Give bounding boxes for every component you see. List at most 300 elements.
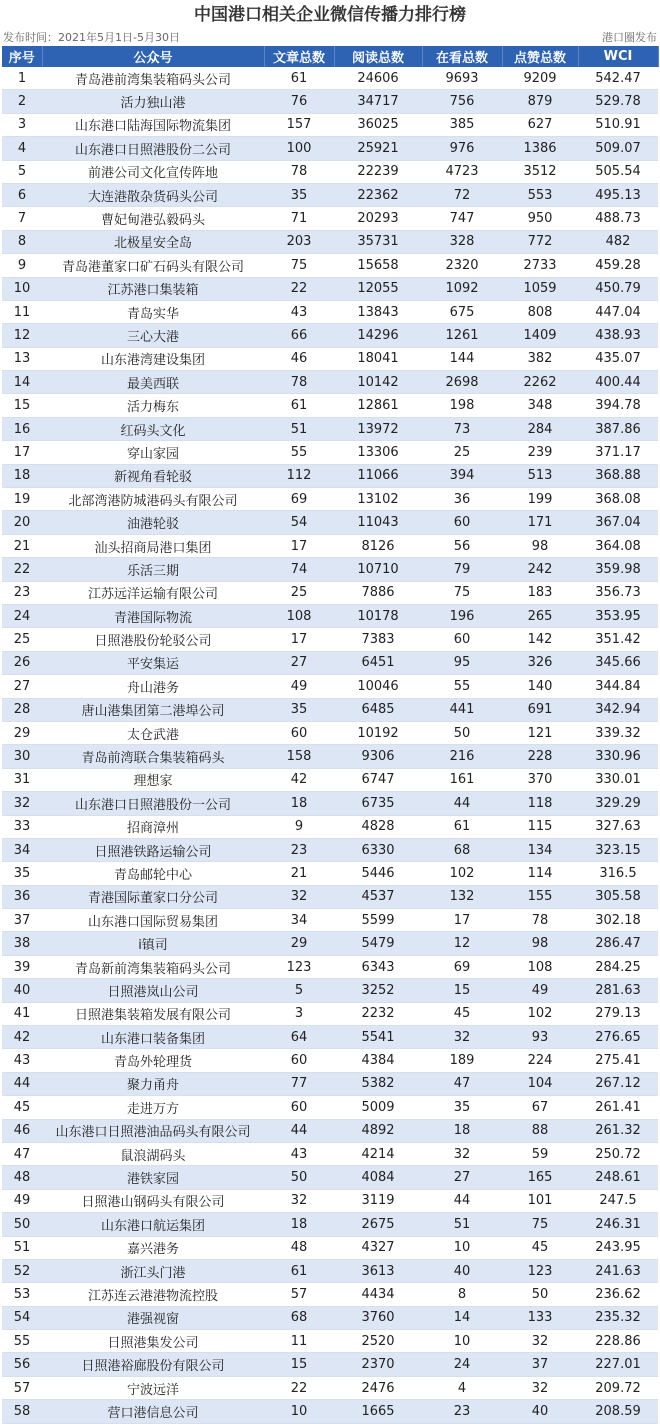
cell-account: 油港轮驳 xyxy=(42,511,264,534)
cell-account: 日照港铁路运输公司 xyxy=(42,838,264,861)
cell-articles: 57 xyxy=(264,1283,334,1306)
cell-watching: 45 xyxy=(422,1002,502,1025)
cell-articles: 112 xyxy=(264,464,334,487)
table-row xyxy=(2,1142,658,1165)
cell-rank: 4 xyxy=(2,137,42,160)
cell-wci: 339.32 xyxy=(578,721,658,744)
cell-account: 理想家 xyxy=(42,768,264,791)
cell-articles: 71 xyxy=(264,207,334,230)
cell-watching: 216 xyxy=(422,745,502,768)
cell-rank: 47 xyxy=(2,1142,42,1165)
cell-wci: 459.28 xyxy=(578,254,658,277)
cell-wci: 438.93 xyxy=(578,324,658,347)
table-row xyxy=(2,417,658,440)
cell-articles: 46 xyxy=(264,347,334,370)
cell-articles: 68 xyxy=(264,1306,334,1329)
cell-account: 营口港信息公司 xyxy=(42,1400,264,1423)
cell-account: 汕头招商局港口集团 xyxy=(42,534,264,557)
cell-likes: 228 xyxy=(502,745,578,768)
cell-articles: 64 xyxy=(264,1026,334,1049)
table-row xyxy=(2,932,658,955)
cell-rank: 42 xyxy=(2,1026,42,1049)
cell-likes: 183 xyxy=(502,581,578,604)
cell-likes: 808 xyxy=(502,300,578,323)
cell-wci: 447.04 xyxy=(578,300,658,323)
cell-reads: 5446 xyxy=(334,862,422,885)
cell-account: 穿山家园 xyxy=(42,441,264,464)
table-row xyxy=(2,1306,658,1329)
table-row xyxy=(2,90,658,113)
cell-wci: 488.73 xyxy=(578,207,658,230)
cell-watching: 36 xyxy=(422,488,502,511)
cell-articles: 157 xyxy=(264,113,334,136)
cell-likes: 59 xyxy=(502,1142,578,1165)
cell-rank: 32 xyxy=(2,792,42,815)
cell-reads: 10046 xyxy=(334,675,422,698)
cell-wci: 329.29 xyxy=(578,792,658,815)
table-row xyxy=(2,300,658,323)
cell-reads: 11066 xyxy=(334,464,422,487)
cell-wci: 236.62 xyxy=(578,1283,658,1306)
cell-wci: 367.04 xyxy=(578,511,658,534)
table-row xyxy=(2,254,658,277)
cell-watching: 1092 xyxy=(422,277,502,300)
cell-account: 青港国际董家口分公司 xyxy=(42,885,264,908)
cell-articles: 25 xyxy=(264,581,334,604)
table-row xyxy=(2,207,658,230)
cell-rank: 28 xyxy=(2,698,42,721)
cell-rank: 19 xyxy=(2,488,42,511)
cell-wci: 241.63 xyxy=(578,1259,658,1282)
cell-wci: 209.72 xyxy=(578,1376,658,1399)
cell-likes: 37 xyxy=(502,1353,578,1376)
cell-articles: 9 xyxy=(264,815,334,838)
cell-articles: 21 xyxy=(264,862,334,885)
cell-likes: 40 xyxy=(502,1400,578,1423)
cell-likes: 772 xyxy=(502,230,578,253)
cell-watching: 44 xyxy=(422,792,502,815)
cell-articles: 203 xyxy=(264,230,334,253)
cell-watching: 14 xyxy=(422,1306,502,1329)
cell-articles: 35 xyxy=(264,698,334,721)
cell-account: 新视角看轮驳 xyxy=(42,464,264,487)
cell-articles: 61 xyxy=(264,67,334,90)
cell-reads: 20293 xyxy=(334,207,422,230)
cell-watching: 73 xyxy=(422,417,502,440)
cell-watching: 8 xyxy=(422,1283,502,1306)
cell-wci: 435.07 xyxy=(578,347,658,370)
cell-account: 江苏港口集装箱 xyxy=(42,277,264,300)
table-row xyxy=(2,862,658,885)
cell-reads: 12055 xyxy=(334,277,422,300)
cell-articles: 61 xyxy=(264,1259,334,1282)
cell-reads: 11043 xyxy=(334,511,422,534)
table-row xyxy=(2,464,658,487)
cell-account: 乐活三期 xyxy=(42,558,264,581)
cell-reads: 4084 xyxy=(334,1166,422,1189)
table-row xyxy=(2,137,658,160)
table-row xyxy=(2,183,658,206)
cell-likes: 284 xyxy=(502,417,578,440)
cell-account: 日照港集发公司 xyxy=(42,1330,264,1353)
table-row xyxy=(2,1002,658,1025)
cell-watching: 12 xyxy=(422,932,502,955)
cell-likes: 114 xyxy=(502,862,578,885)
cell-rank: 23 xyxy=(2,581,42,604)
cell-watching: 60 xyxy=(422,511,502,534)
table-row xyxy=(2,1213,658,1236)
cell-likes: 627 xyxy=(502,113,578,136)
cell-likes: 102 xyxy=(502,1002,578,1025)
cell-watching: 17 xyxy=(422,909,502,932)
cell-rank: 12 xyxy=(2,324,42,347)
cell-articles: 48 xyxy=(264,1236,334,1259)
cell-wci: 279.13 xyxy=(578,1002,658,1025)
cell-wci: 505.54 xyxy=(578,160,658,183)
table-row xyxy=(2,979,658,1002)
cell-watching: 2698 xyxy=(422,371,502,394)
cell-account: 三心大港 xyxy=(42,324,264,347)
cell-account: 山东港口国际贸易集团 xyxy=(42,909,264,932)
cell-wci: 364.08 xyxy=(578,534,658,557)
cell-wci: 247.5 xyxy=(578,1189,658,1212)
cell-watching: 47 xyxy=(422,1072,502,1095)
cell-account: 日照港山钢码头有限公司 xyxy=(42,1189,264,1212)
cell-wci: 235.32 xyxy=(578,1306,658,1329)
cell-articles: 77 xyxy=(264,1072,334,1095)
publisher: 港口圈发布 xyxy=(602,31,657,44)
cell-reads: 4214 xyxy=(334,1142,422,1165)
cell-likes: 93 xyxy=(502,1026,578,1049)
cell-wci: 510.91 xyxy=(578,113,658,136)
cell-reads: 10710 xyxy=(334,558,422,581)
cell-wci: 344.84 xyxy=(578,675,658,698)
cell-rank: 35 xyxy=(2,862,42,885)
cell-reads: 4384 xyxy=(334,1049,422,1072)
cell-watching: 756 xyxy=(422,90,502,113)
cell-reads: 3119 xyxy=(334,1189,422,1212)
table-row xyxy=(2,651,658,674)
cell-rank: 48 xyxy=(2,1166,42,1189)
cell-articles: 75 xyxy=(264,254,334,277)
cell-wci: 371.17 xyxy=(578,441,658,464)
cell-likes: 101 xyxy=(502,1189,578,1212)
cell-articles: 66 xyxy=(264,324,334,347)
cell-watching: 675 xyxy=(422,300,502,323)
cell-account: 日照港裕廊股份有限公司 xyxy=(42,1353,264,1376)
cell-rank: 27 xyxy=(2,675,42,698)
cell-reads: 6343 xyxy=(334,955,422,978)
cell-watching: 18 xyxy=(422,1119,502,1142)
cell-rank: 40 xyxy=(2,979,42,1002)
cell-watching: 55 xyxy=(422,675,502,698)
cell-wci: 359.98 xyxy=(578,558,658,581)
header-reads: 阅读总数 xyxy=(334,46,422,67)
header-account: 公众号 xyxy=(42,46,264,67)
cell-articles: 3 xyxy=(264,1002,334,1025)
cell-account: 浙江头门港 xyxy=(42,1259,264,1282)
cell-reads: 22239 xyxy=(334,160,422,183)
cell-watching: 385 xyxy=(422,113,502,136)
cell-watching: 4 xyxy=(422,1376,502,1399)
cell-account: 曹妃甸港弘毅码头 xyxy=(42,207,264,230)
cell-rank: 6 xyxy=(2,183,42,206)
cell-likes: 553 xyxy=(502,183,578,206)
cell-rank: 56 xyxy=(2,1353,42,1376)
cell-watching: 95 xyxy=(422,651,502,674)
cell-likes: 155 xyxy=(502,885,578,908)
cell-account: 唐山港集团第二港埠公司 xyxy=(42,698,264,721)
cell-rank: 52 xyxy=(2,1259,42,1282)
table-row xyxy=(2,838,658,861)
cell-rank: 53 xyxy=(2,1283,42,1306)
table-row xyxy=(2,558,658,581)
table-row xyxy=(2,1330,658,1353)
cell-reads: 6451 xyxy=(334,651,422,674)
cell-account: 港铁家园 xyxy=(42,1166,264,1189)
cell-articles: 22 xyxy=(264,1376,334,1399)
cell-wci: 316.5 xyxy=(578,862,658,885)
cell-likes: 9209 xyxy=(502,67,578,90)
cell-account: 红码头文化 xyxy=(42,417,264,440)
cell-reads: 9306 xyxy=(334,745,422,768)
cell-wci: 246.31 xyxy=(578,1213,658,1236)
cell-rank: 1 xyxy=(2,67,42,90)
cell-reads: 3760 xyxy=(334,1306,422,1329)
cell-rank: 11 xyxy=(2,300,42,323)
table-row xyxy=(2,885,658,908)
cell-likes: 165 xyxy=(502,1166,578,1189)
table-row xyxy=(2,1259,658,1282)
cell-reads: 4537 xyxy=(334,885,422,908)
cell-rank: 17 xyxy=(2,441,42,464)
cell-articles: 76 xyxy=(264,90,334,113)
cell-articles: 100 xyxy=(264,137,334,160)
cell-articles: 74 xyxy=(264,558,334,581)
cell-wci: 353.95 xyxy=(578,604,658,627)
cell-account: 江苏远洋运输有限公司 xyxy=(42,581,264,604)
cell-account: 山东港口装备集团 xyxy=(42,1026,264,1049)
cell-account: 山东港口航运集团 xyxy=(42,1213,264,1236)
cell-reads: 6485 xyxy=(334,698,422,721)
table-row xyxy=(2,604,658,627)
cell-reads: 34717 xyxy=(334,90,422,113)
cell-account: 青岛实华 xyxy=(42,300,264,323)
cell-watching: 25 xyxy=(422,441,502,464)
cell-wci: 302.18 xyxy=(578,909,658,932)
cell-reads: 2232 xyxy=(334,1002,422,1025)
table-row xyxy=(2,1096,658,1119)
cell-rank: 26 xyxy=(2,651,42,674)
cell-rank: 24 xyxy=(2,604,42,627)
cell-watching: 747 xyxy=(422,207,502,230)
cell-wci: 276.65 xyxy=(578,1026,658,1049)
cell-reads: 22362 xyxy=(334,183,422,206)
table-row xyxy=(2,1400,658,1423)
cell-reads: 10142 xyxy=(334,371,422,394)
cell-reads: 12861 xyxy=(334,394,422,417)
cell-likes: 75 xyxy=(502,1213,578,1236)
cell-likes: 98 xyxy=(502,932,578,955)
cell-account: 山东港口日照港股份一公司 xyxy=(42,792,264,815)
cell-rank: 37 xyxy=(2,909,42,932)
cell-rank: 50 xyxy=(2,1213,42,1236)
cell-reads: 3252 xyxy=(334,979,422,1002)
cell-reads: 2476 xyxy=(334,1376,422,1399)
cell-account: 平安集运 xyxy=(42,651,264,674)
cell-articles: 55 xyxy=(264,441,334,464)
cell-articles: 69 xyxy=(264,488,334,511)
cell-watching: 69 xyxy=(422,955,502,978)
table-row xyxy=(2,488,658,511)
cell-reads: 7383 xyxy=(334,628,422,651)
cell-reads: 5541 xyxy=(334,1026,422,1049)
cell-wci: 267.12 xyxy=(578,1072,658,1095)
cell-account: 活力梅东 xyxy=(42,394,264,417)
cell-articles: 158 xyxy=(264,745,334,768)
cell-account: 青岛港董家口矿石码头有限公司 xyxy=(42,254,264,277)
cell-rank: 15 xyxy=(2,394,42,417)
cell-likes: 88 xyxy=(502,1119,578,1142)
cell-likes: 104 xyxy=(502,1072,578,1095)
cell-account: 青岛邮轮中心 xyxy=(42,862,264,885)
cell-wci: 281.63 xyxy=(578,979,658,1002)
cell-rank: 22 xyxy=(2,558,42,581)
cell-account: 青港国际物流 xyxy=(42,604,264,627)
cell-watching: 60 xyxy=(422,628,502,651)
cell-wci: 248.61 xyxy=(578,1166,658,1189)
cell-likes: 3512 xyxy=(502,160,578,183)
cell-articles: 51 xyxy=(264,417,334,440)
cell-articles: 78 xyxy=(264,160,334,183)
cell-likes: 242 xyxy=(502,558,578,581)
cell-likes: 879 xyxy=(502,90,578,113)
cell-watching: 10 xyxy=(422,1330,502,1353)
table-row xyxy=(2,394,658,417)
cell-watching: 32 xyxy=(422,1026,502,1049)
cell-account: i镇司 xyxy=(42,932,264,955)
cell-watching: 32 xyxy=(422,1142,502,1165)
table-row xyxy=(2,745,658,768)
cell-articles: 22 xyxy=(264,277,334,300)
table-row xyxy=(2,113,658,136)
cell-account: 活力独山港 xyxy=(42,90,264,113)
cell-reads: 13843 xyxy=(334,300,422,323)
cell-rank: 8 xyxy=(2,230,42,253)
cell-account: 舟山港务 xyxy=(42,675,264,698)
cell-wci: 529.78 xyxy=(578,90,658,113)
cell-rank: 54 xyxy=(2,1306,42,1329)
cell-likes: 123 xyxy=(502,1259,578,1282)
cell-rank: 31 xyxy=(2,768,42,791)
table-row xyxy=(2,955,658,978)
cell-reads: 5599 xyxy=(334,909,422,932)
cell-likes: 49 xyxy=(502,979,578,1002)
cell-reads: 36025 xyxy=(334,113,422,136)
cell-wci: 286.47 xyxy=(578,932,658,955)
table-row xyxy=(2,768,658,791)
cell-wci: 208.59 xyxy=(578,1400,658,1423)
cell-articles: 18 xyxy=(264,1213,334,1236)
cell-articles: 10 xyxy=(264,1400,334,1423)
cell-rank: 18 xyxy=(2,464,42,487)
table-row xyxy=(2,441,658,464)
cell-articles: 54 xyxy=(264,511,334,534)
cell-likes: 171 xyxy=(502,511,578,534)
cell-account: 山东港口日照港股份二公司 xyxy=(42,137,264,160)
cell-rank: 29 xyxy=(2,721,42,744)
cell-reads: 2370 xyxy=(334,1353,422,1376)
cell-likes: 691 xyxy=(502,698,578,721)
cell-wci: 342.94 xyxy=(578,698,658,721)
table-row xyxy=(2,1049,658,1072)
cell-account: 日照港集装箱发展有限公司 xyxy=(42,1002,264,1025)
cell-account: 北极星安全岛 xyxy=(42,230,264,253)
table-row xyxy=(2,1376,658,1399)
cell-wci: 327.63 xyxy=(578,815,658,838)
cell-watching: 2320 xyxy=(422,254,502,277)
cell-articles: 60 xyxy=(264,1049,334,1072)
cell-articles: 61 xyxy=(264,394,334,417)
cell-reads: 6330 xyxy=(334,838,422,861)
cell-wci: 387.86 xyxy=(578,417,658,440)
table-row xyxy=(2,324,658,347)
table-row xyxy=(2,1353,658,1376)
cell-likes: 78 xyxy=(502,909,578,932)
cell-account: 港强视窗 xyxy=(42,1306,264,1329)
cell-articles: 43 xyxy=(264,1142,334,1165)
cell-wci: 275.41 xyxy=(578,1049,658,1072)
cell-rank: 57 xyxy=(2,1376,42,1399)
cell-rank: 43 xyxy=(2,1049,42,1072)
cell-likes: 142 xyxy=(502,628,578,651)
cell-watching: 198 xyxy=(422,394,502,417)
cell-account: 最美西联 xyxy=(42,371,264,394)
cell-account: 青岛外轮理货 xyxy=(42,1049,264,1072)
cell-wci: 394.78 xyxy=(578,394,658,417)
cell-account: 大连港散杂货码头公司 xyxy=(42,183,264,206)
cell-likes: 45 xyxy=(502,1236,578,1259)
cell-watching: 10 xyxy=(422,1236,502,1259)
cell-rank: 34 xyxy=(2,838,42,861)
header-articles: 文章总数 xyxy=(264,46,334,67)
header-watching: 在看总数 xyxy=(422,46,502,67)
cell-wci: 323.15 xyxy=(578,838,658,861)
cell-likes: 382 xyxy=(502,347,578,370)
cell-likes: 1409 xyxy=(502,324,578,347)
cell-wci: 261.41 xyxy=(578,1096,658,1119)
table-row xyxy=(2,534,658,557)
publish-date: 发布时间：2021年5月1日-5月30日 xyxy=(3,31,180,44)
cell-likes: 2262 xyxy=(502,371,578,394)
cell-rank: 44 xyxy=(2,1072,42,1095)
cell-reads: 2675 xyxy=(334,1213,422,1236)
cell-rank: 45 xyxy=(2,1096,42,1119)
table-row xyxy=(2,1166,658,1189)
cell-wci: 509.07 xyxy=(578,137,658,160)
cell-account: 聚力甬舟 xyxy=(42,1072,264,1095)
cell-account: 山东港口陆海国际物流集团 xyxy=(42,113,264,136)
cell-likes: 108 xyxy=(502,955,578,978)
cell-rank: 39 xyxy=(2,955,42,978)
ranking-table xyxy=(2,46,659,1424)
cell-wci: 250.72 xyxy=(578,1142,658,1165)
cell-rank: 58 xyxy=(2,1400,42,1423)
header-likes: 点赞总数 xyxy=(502,46,578,67)
cell-wci: 261.32 xyxy=(578,1119,658,1142)
table-row xyxy=(2,1119,658,1142)
table-header-row xyxy=(2,46,658,67)
